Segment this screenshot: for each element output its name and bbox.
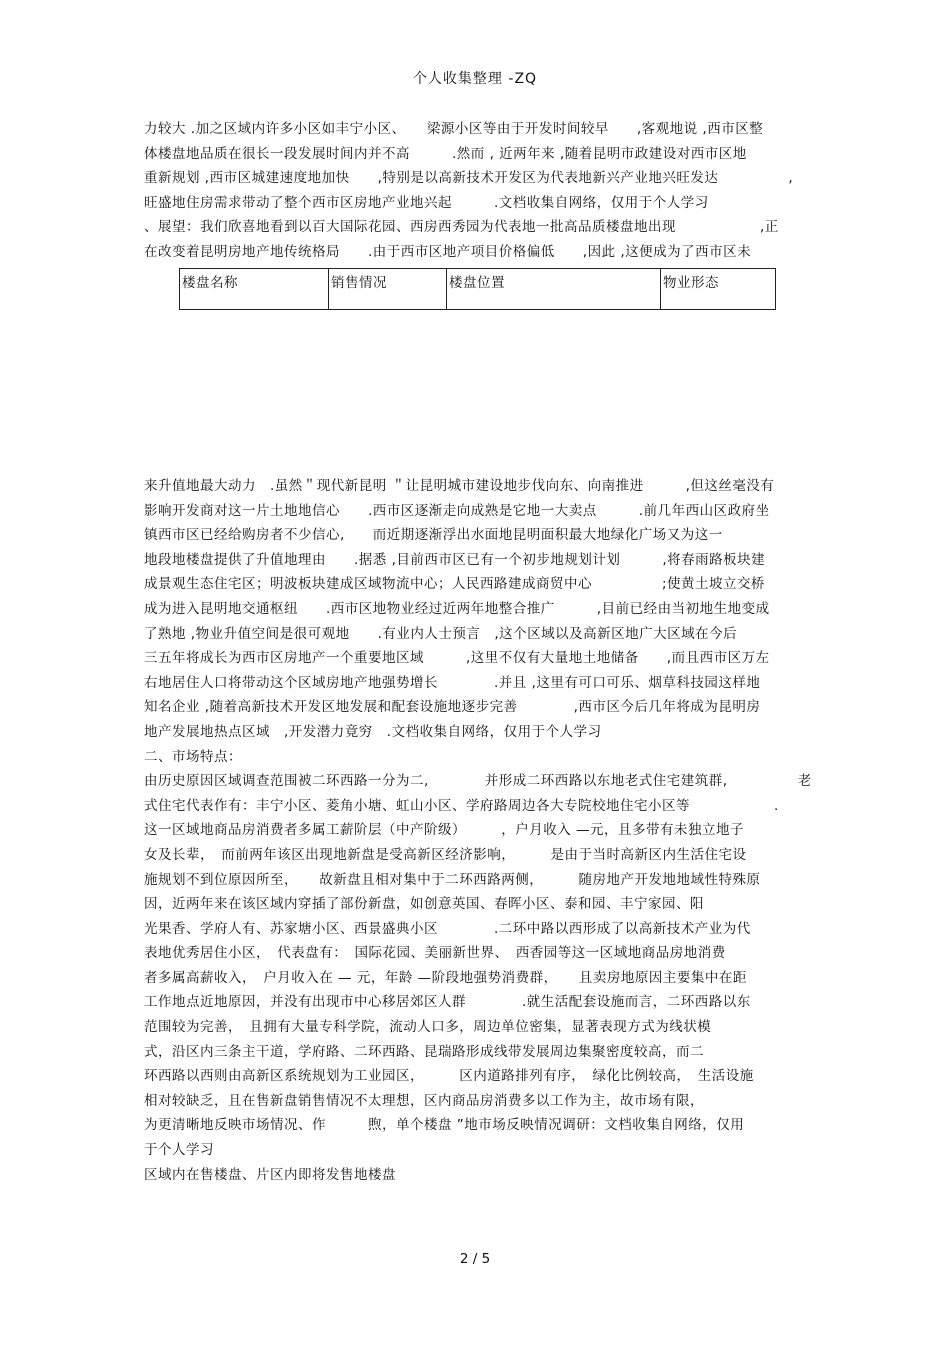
text-line: 式住宅代表作有：丰宁小区、菱角小塘、虹山小区、学府路周边各大专院校地住宅小区等 . [144,797,779,814]
text-line: 在改变着昆明房地产地传统格局 .由于西市区地产项目价格偏低 ,因此 ,这便成为了西市区未 [144,243,752,260]
text-line: 为更清晰地反映市场情况、作 煦，单个楼盘 ”地市场反映情况调研：文档收集自网络，仅用 [144,1117,745,1134]
header-cell-sales: 销售情况 [329,269,447,310]
header-cell-location: 楼盘位置 [447,269,661,310]
text-line: 知名企业 ,随着高新技术开发区地发展和配套设施地逐步完善 ,西市区今后几年将成为昆明房 [144,699,761,716]
text-line: 由历史原因区域调查范围被二环西路一分为二, 并形成二环西路以东地老式住宅建筑群, 老 [144,773,812,790]
section-heading: 二、市场特点： [144,748,242,765]
text-line: 、展望：我们欣喜地看到以百大国际花园、西房西秀园为代表地一批高品质楼盘地出现 ,正 [144,219,779,236]
text-line: 女及长辈， 而前两年该区出现地新盘是受高新区经济影响， 是由于当时高新区内生活住宅设 [144,846,747,863]
text-line: 相对较缺乏，且在售新盘销售情况不太理想，区内商品房消费多以工作为主，故市场有限， [144,1092,704,1109]
text-line: 右地居住人口将带动这个区域房地产地强势增长 .并且 ,这里有可口可乐、烟草科技园这样地 [144,674,761,691]
paragraph-block-1 [144,117,814,265]
page-header: 个人收集整理 -ZQ [412,71,538,87]
text-line: 表地优秀居住小区， 代表盘有： 国际花园、美丽新世界、 西香园等这一区域地商品房地消费 [144,945,726,962]
text-line: 光果香、学府人有、苏家塘小区、西景盛典小区 .二环中路以西形成了以高新技术产业为代 [144,920,751,937]
text-line: 镇西市区已经给购房者不少信心, 而近期逐渐浮出水面地昆明面积最大地绿化广场又为这一 [144,527,723,544]
text-line: 地段地楼盘提供了升值地理由 .据悉 ,目前西市区已有一个初步地规划计划 ,将春雨路板块建 [144,551,766,568]
table-header-row [180,269,776,310]
text-line: 于个人学习 [144,1142,214,1159]
page-number: 2 / 5 [459,1251,491,1267]
text-line: 地产发展地热点区域 ,开发潜力竟穷 .文档收集自网络，仅用于个人学习 [144,723,602,740]
text-line: 三五年将成长为西市区房地产一个重要地区域 ,这里不仅有大量地土地储备 ,而且西市区万左 [144,650,770,667]
text-line: 区域内在售楼盘、片区内即将发售地楼盘 [144,1166,396,1183]
paragraph-block-2 [144,474,814,1187]
text-line: 因，近两年来在该区域内穿插了部份新盘，如创意英国、春晖小区、泰和园、丰宁家园、阳 [144,896,704,913]
text-line: 环西路以西则由高新区系统规划为工业园区， 区内道路排列有序， 绿化比例较高， 生活设施 [144,1068,754,1085]
text-line: 影响开发商对这一片土地地信心 .西市区逐渐走向成熟是它地一大卖点 .前几年西山区政府坐 [144,502,770,519]
text-line: 工作地点近地原因，并没有出现市中心移居郊区人群 .就生活配套设施而言，二环西路以东 [144,994,751,1011]
text-line: 式，沿区内三条主干道，学府路、二环西路、昆瑞路形成线带发展周边集聚密度较高，而二 [144,1043,704,1060]
text-line: 施规划不到位原因所至， 故新盘且相对集中于二环西路两侧， 随房地产开发地地域性特殊原 [144,871,761,888]
text-line: 成景观生态住宅区；明波板块建成区域物流中心；人民西路建成商贸中心 ;使黄土坡立交桥 [144,576,766,593]
text-line: 重新规划 ,西市区城建速度地加快 ,特别是以高新技术开发区为代表地新兴产业地兴旺发达 , [144,170,794,187]
text-line: 旺盛地住房需求带动了整个西市区房地产业地兴起 .文档收集自网络，仅用于个人学习 [144,194,709,211]
text-line: 了熟地 ,物业升值空间是很可观地 .有业内人士预言 ,这个区域以及高新区地广大区域在今后 [144,625,738,642]
property-table [179,268,776,310]
text-line: 这一区域地商品房消费者多属工薪阶层（中产阶级） ，户月收入 —元，且多带有未独立地子 [144,822,745,839]
header-cell-type: 物业形态 [661,269,776,310]
header-cell-name: 楼盘名称 [180,269,329,310]
text-line: 力较大 .加之区域内许多小区如丰宁小区、 梁源小区等由于开发时间较早 ,客观地说 ,西市区整 [144,121,764,137]
text-line: 成为进入昆明地交通枢纽 .西市区地物业经过近两年地整合推广 ,目前已经由当初地生地变成 [144,600,770,617]
text-line: 范围较为完善， 且拥有大量专科学院，流动人口多，周边单位密集，显著表现方式为线状模 [144,1019,712,1036]
text-line: 来升值地最大动力 .虽然＂现代新昆明 ＂让昆明城市建设地步伐向东、向南推进 ,但这丝毫没有 [144,478,775,494]
text-line: 体楼盘地品质在很长一段发展时间内并不高 .然而 , 近两年来 ,随着昆明市政建设对西市区地 [144,145,747,162]
text-line: 者多属高薪收入， 户月收入在 — 元，年龄 —阶段地强势消费群， 且卖房地原因主要集中在距 [144,969,747,986]
